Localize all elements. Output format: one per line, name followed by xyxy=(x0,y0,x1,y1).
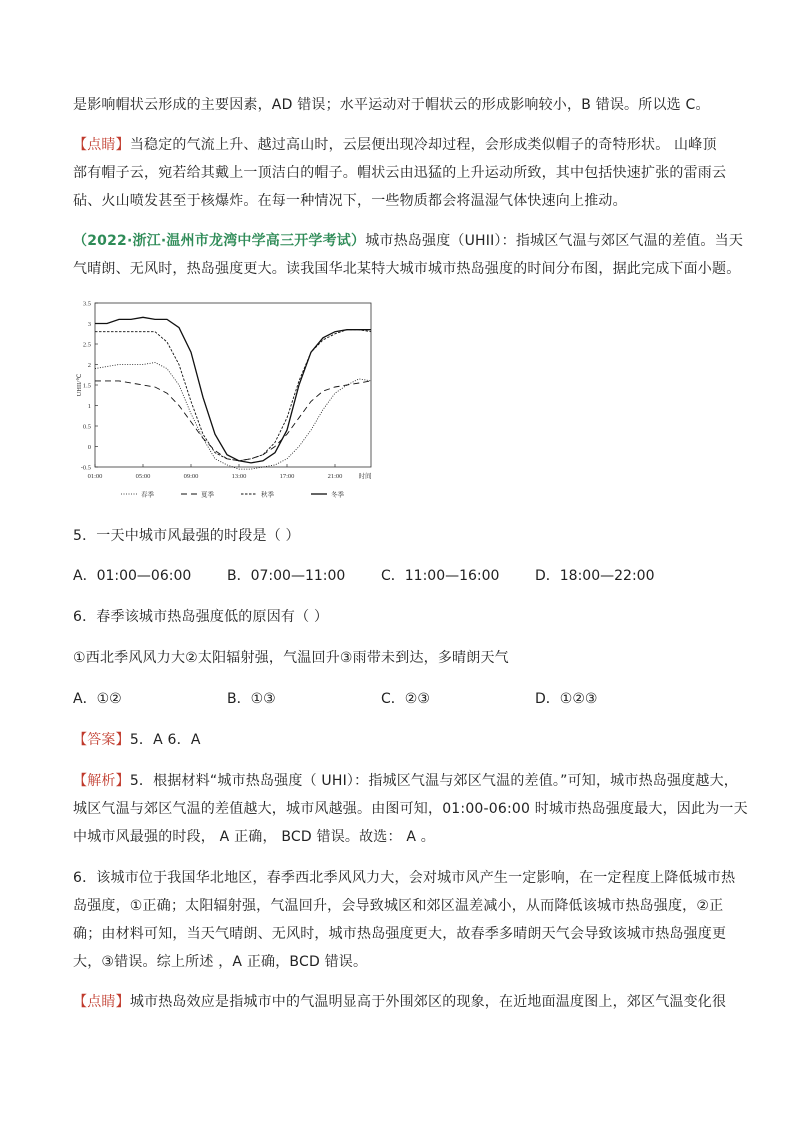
y-axis-label: UHII/℃ xyxy=(76,373,83,397)
question-source: （2022·浙江·温州市龙湾中学高三开学考试） xyxy=(73,233,366,249)
tag-dianjing-2: 【点睛】 xyxy=(73,994,130,1010)
series-line-dashed xyxy=(95,381,371,461)
para-2-line-3: 砧、火山喷发甚至于核爆炸。在每一种情况下，一些物质都会将温湿气体快速向上推动。 xyxy=(73,193,627,209)
x-tick-label: 09:00 xyxy=(183,473,199,480)
analysis-line-7: 大，③错误。综上所述 ，A 正确，BCD 错误。 xyxy=(73,954,368,970)
analysis-line-1: 【解析】5．根据材料“城市热岛强度（ UHI）：指城区气温与郊区气温的差值。”可知，城市热岛强度越大， xyxy=(73,773,738,789)
y-tick-label: 2.5 xyxy=(82,341,91,349)
final-note-line-1: 【点睛】城市热岛效应是指城市中的气温明显高于外围郊区的现象，在近地面温度图上，郊区气温变化很 xyxy=(73,994,727,1010)
q5-option-c[interactable]: C．11:00—16:00 xyxy=(381,568,500,584)
series-line-dotted xyxy=(95,363,371,470)
q5-stem: 5．一天中城市风最强的时段是（ ） xyxy=(73,528,300,544)
x-tick-label: 05:00 xyxy=(135,473,151,480)
y-tick-label: 0 xyxy=(87,444,91,451)
analysis-line-2: 城区气温与郊区气温的差值越大，城市风越强。由图可知，01:00-06:00 时城市热岛强度最大，因此为一天 xyxy=(73,801,748,817)
x-tick-label: 21:00 xyxy=(327,473,343,480)
x-axis-label: 时间 xyxy=(358,473,372,480)
legend-label: 夏季 xyxy=(201,490,214,499)
q5-option-a[interactable]: A．01:00—06:00 xyxy=(73,568,192,584)
x-tick-label: 13:00 xyxy=(231,473,247,480)
y-tick-label: 0.5 xyxy=(82,423,91,431)
para-3-line-2: 气晴朗、无风时，热岛强度更大。读我国华北某特大城市城市热岛强度的时间分布图，据此完成下面小题。 xyxy=(73,261,741,277)
legend-label: 春季 xyxy=(141,490,154,499)
plot-frame xyxy=(95,303,371,467)
analysis-line-5: 岛强度，①正确；太阳辐射强，气温回升，会导致城区和郊区温差减小，从而降低该城市热岛强度，②正 xyxy=(73,898,724,914)
analysis-line-3: 中城市风最强的时段， A 正确， BCD 错误。故选： A 。 xyxy=(73,829,435,845)
series-line-solid xyxy=(95,317,371,463)
series-line-shortdash xyxy=(95,330,371,461)
y-tick-label: 3 xyxy=(87,321,91,328)
y-tick-label: 3.5 xyxy=(82,300,91,308)
uhii-line-chart xyxy=(73,295,383,505)
x-tick-label: 17:00 xyxy=(279,473,295,480)
q6-option-d[interactable]: D．①②③ xyxy=(535,691,598,707)
y-tick-label: 2 xyxy=(87,362,91,369)
y-tick-label: 1.5 xyxy=(82,382,91,390)
para-2-line-2: 部有帽子云，宛若给其戴上一顶洁白的帽子。帽状云由迅猛的上升运动所致，其中包括快速扩张的雷雨云 xyxy=(73,165,727,181)
q5-option-b[interactable]: B．07:00—11:00 xyxy=(227,568,346,584)
y-tick-label: 1 xyxy=(87,403,91,410)
para-2-line-1: 【点睛】当稳定的气流上升、越过高山时，云层便出现冷却过程，会形成类似帽子的奇特形状。 山峰顶 xyxy=(73,137,717,153)
para-1: 是影响帽状云形成的主要因素，AD 错误；水平运动对于帽状云的形成影响较小，B 错误。所以选 C。 xyxy=(73,97,710,113)
q6-option-b[interactable]: B．①③ xyxy=(227,691,276,707)
analysis-line-4: 6．该城市位于我国华北地区，春季西北季风风力大，会对城市风产生一定影响，在一定程度上降低城市热 xyxy=(73,870,736,886)
q5-option-d[interactable]: D．18:00—22:00 xyxy=(535,568,655,584)
q6-option-a[interactable]: A．①② xyxy=(73,691,122,707)
analysis-line-6: 确；由材料可知，当天气晴朗、无风时，城市热岛强度更大，故春季多晴朗天气会导致该城市热岛强度更 xyxy=(73,926,727,942)
y-tick-label: -0.5 xyxy=(80,464,91,472)
tag-answer: 【答案】 xyxy=(73,732,130,748)
answer-line: 【答案】5．A 6．A xyxy=(73,732,201,748)
q6-option-c[interactable]: C．②③ xyxy=(381,691,430,707)
legend-label: 秋季 xyxy=(261,490,274,499)
tag-analysis: 【解析】 xyxy=(73,773,130,789)
tag-dianjing: 【点睛】 xyxy=(73,137,130,153)
q6-stem: 6．春季该城市热岛强度低的原因有（ ） xyxy=(73,609,329,625)
q6-items: ①西北季风风力大②太阳辐射强，气温回升③雨带未到达，多晴朗天气 xyxy=(73,650,509,666)
legend-label: 冬季 xyxy=(331,490,344,499)
para-3-line-1: （2022·浙江·温州市龙湾中学高三开学考试）城市热岛强度（UHII）：指城区气温与郊区气温的差值。当天 xyxy=(73,233,744,249)
x-tick-label: 01:00 xyxy=(87,473,103,480)
